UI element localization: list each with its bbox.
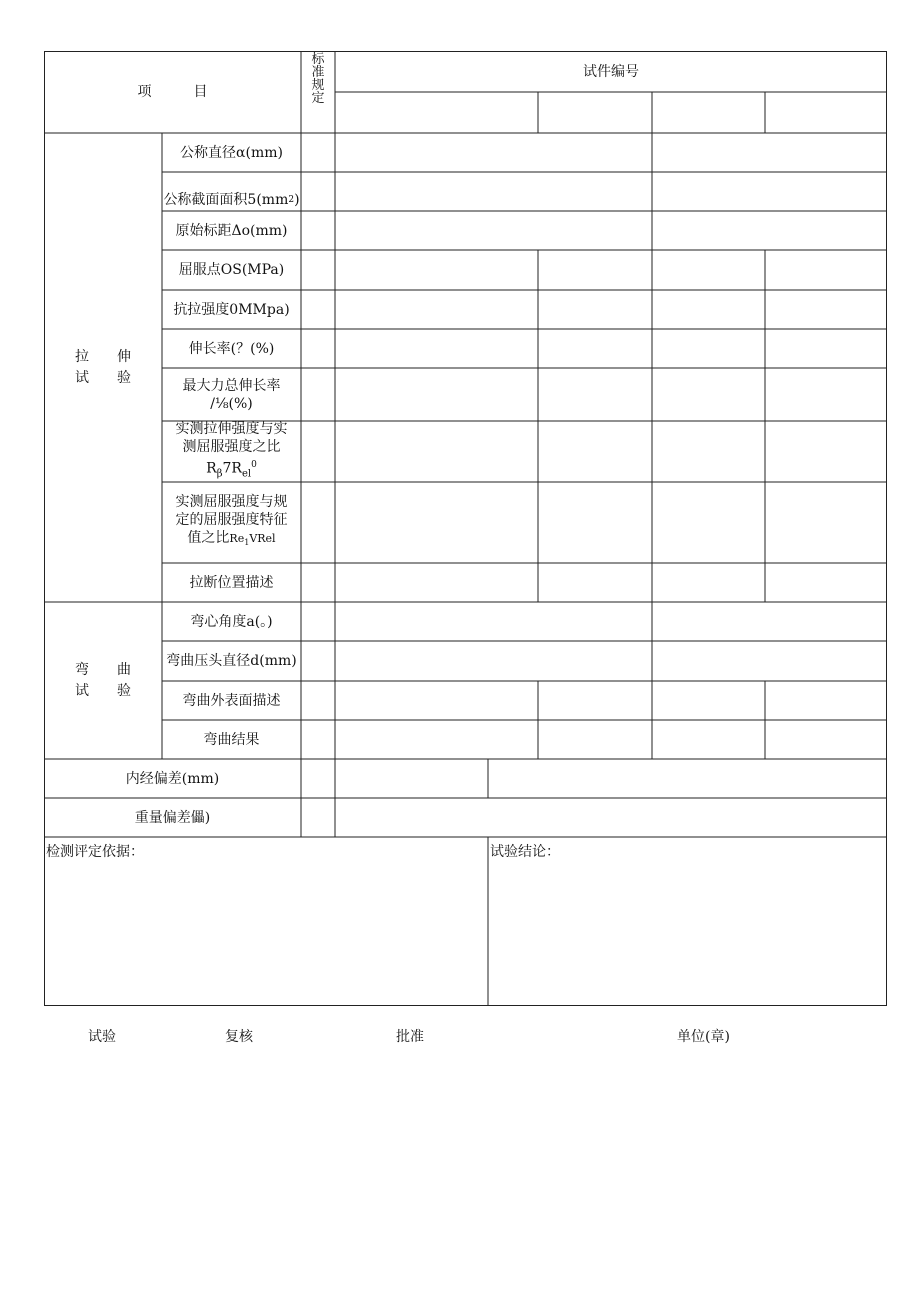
footer-unit-seal: 单位(章) (677, 1029, 730, 1045)
row-nominal-area: 公称截面面积5(mm 2 ) (163, 192, 300, 208)
row-bend-angle: 弯心角度a(。) (190, 613, 273, 630)
tensile-yield-ratio-line3: $R_\beta 7R_{el}^0$ (206, 459, 257, 480)
row-fracture-location: 拉断位置描述 (189, 574, 274, 591)
max-force-elongation-line1: 最大力总伸长率 (182, 377, 281, 394)
row-tensile-yield-ratio (162, 421, 301, 482)
row-mandrel-diameter: 弯曲压头直径d(mm) (166, 653, 297, 669)
yield-characteristic-ratio-line1: 实测屈服强度与规 (175, 493, 288, 510)
row-gauge-length: 原始标距Δo(mm) (175, 222, 288, 239)
max-force-elongation-line2: /⅛(%) (210, 395, 253, 412)
tensile-yield-ratio-line2: 测屈服强度之比 (182, 438, 281, 455)
footer-approve: 批准 (396, 1029, 424, 1045)
standard-header: 标准规定 (311, 52, 325, 106)
row-yield-point: 屈服点OS(MPa) (178, 262, 285, 278)
tensile-group-label: 拉 伸 试 验 (75, 348, 131, 386)
row-bend-result: 弯曲结果 (203, 731, 260, 748)
yield-characteristic-ratio-line3: 值之比$Re_1VRel$ (187, 529, 276, 548)
item-header: 项 目 (137, 84, 208, 100)
row-yield-characteristic-ratio (162, 482, 301, 563)
row-weight-deviation: 重量偏差儡) (134, 809, 211, 826)
test-conclusion: 试验结论： (490, 844, 560, 860)
specimen-no-header: 试件编号 (583, 63, 639, 80)
footer-test: 试验 (88, 1029, 116, 1045)
bending-group-label: 弯 曲 试 验 (75, 661, 131, 699)
yield-characteristic-ratio-line2: 定的屈服强度特征 (175, 511, 288, 528)
evaluation-basis: 检测评定依据： (46, 844, 144, 860)
footer-review: 复核 (225, 1029, 253, 1045)
row-tensile-strength: 抗拉强度0MMpa) (173, 301, 290, 318)
test-report-form (44, 51, 887, 1006)
row-nominal-diameter: 公称直径α(mm) (180, 144, 283, 161)
row-elongation: 伸长率(？(%) (188, 340, 275, 357)
row-inner-diameter-deviation: 内经偏差(mm) (125, 770, 220, 787)
row-max-force-elongation (162, 368, 301, 421)
row-bend-surface: 弯曲外表面描述 (182, 692, 281, 709)
tensile-yield-ratio-line1: 实测拉伸强度与实 (175, 420, 288, 437)
